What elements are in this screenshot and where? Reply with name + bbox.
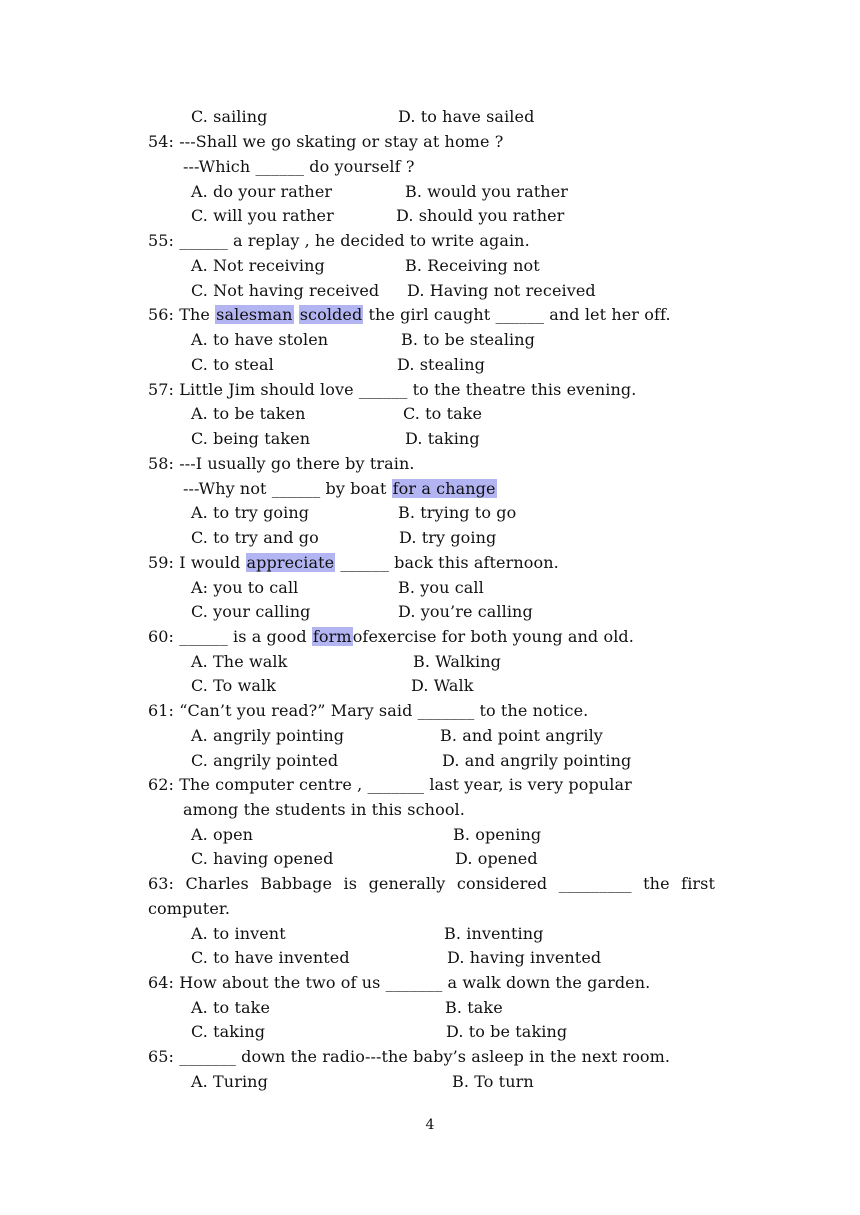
highlight-for-a-change: for a change	[392, 479, 496, 498]
option-b-64: B. take	[445, 998, 503, 1017]
option-b-59: B. you call	[398, 578, 484, 597]
option-d-62: D. opened	[455, 849, 538, 868]
option-c-53: C. sailing	[191, 107, 268, 126]
option-a-61: A. angrily pointing	[191, 726, 345, 745]
option-d-63: D. having invented	[447, 948, 602, 967]
question-59-stem-start: 59: I would	[148, 553, 246, 572]
question-59-stem	[148, 553, 559, 573]
option-d-64: D. to be taking	[446, 1022, 568, 1041]
question-57-stem: 57: Little Jim should love ______ to the theatre this evening.	[148, 380, 637, 399]
option-d-59: D. you’re calling	[398, 602, 533, 621]
highlight-salesman: salesman	[216, 305, 293, 324]
option-b-57: C. to take	[403, 404, 483, 423]
highlight-form: form	[312, 627, 352, 646]
question-63-stem-line2: computer.	[148, 899, 231, 918]
question-58-stem: 58: ---I usually go there by train.	[148, 454, 415, 473]
option-d-56: D. stealing	[397, 355, 485, 374]
option-b-58: B. trying to go	[398, 503, 517, 522]
question-58-stem-line2	[183, 479, 497, 499]
option-c-63: C. to have invented	[191, 948, 350, 967]
option-d-53: D. to have sailed	[398, 107, 535, 126]
page-number: 4	[425, 1117, 435, 1133]
option-a-54: A. do your rather	[191, 182, 333, 201]
question-60-stem	[148, 627, 634, 647]
option-a-63: A. to invent	[191, 924, 286, 943]
highlight-scolded: scolded	[299, 305, 363, 324]
option-b-62: B. opening	[453, 825, 542, 844]
option-c-55: C. Not having received	[191, 281, 380, 300]
question-62-stem-line2: among the students in this school.	[183, 800, 465, 819]
option-a-58: A. to try going	[191, 503, 310, 522]
question-60-stem-end: ofexercise for both young and old.	[352, 627, 634, 646]
option-d-58: D. try going	[399, 528, 497, 547]
option-a-64: A. to take	[191, 998, 271, 1017]
option-b-65: B. To turn	[452, 1072, 534, 1091]
question-56-stem-start: 56: The	[148, 305, 216, 324]
option-c-59: C. your calling	[191, 602, 311, 621]
option-a-59: A: you to call	[191, 578, 299, 597]
question-64-stem: 64: How about the two of us _______ a walk down the garden.	[148, 973, 651, 992]
question-58-stem-start: ---Why not ______ by boat	[183, 479, 392, 498]
option-c-57: C. being taken	[191, 429, 311, 448]
option-b-61: B. and point angrily	[440, 726, 603, 745]
option-b-60: B. Walking	[413, 652, 501, 671]
question-54-stem-line2: ---Which ______ do yourself ?	[183, 157, 415, 176]
option-a-62: A. open	[191, 825, 254, 844]
option-c-62: C. having opened	[191, 849, 334, 868]
question-63-stem: 63: Charles Babbage is generally considered _________ the first	[148, 874, 715, 893]
option-c-60: C. To walk	[191, 676, 277, 695]
option-a-55: A. Not receiving	[191, 256, 325, 275]
option-c-64: C. taking	[191, 1022, 266, 1041]
option-a-57: A. to be taken	[191, 404, 306, 423]
option-d-55: D. Having not received	[407, 281, 596, 300]
question-62-stem: 62: The computer centre , _______ last year, is very popular	[148, 775, 632, 794]
option-b-63: B. inventing	[444, 924, 544, 943]
option-d-60: D. Walk	[411, 676, 474, 695]
question-65-stem: 65: _______ down the radio---the baby’s asleep in the next room.	[148, 1047, 671, 1066]
question-60-stem-start: 60: ______ is a good	[148, 627, 312, 646]
option-c-58: C. to try and go	[191, 528, 319, 547]
option-b-54: B. would you rather	[405, 182, 569, 201]
question-56-stem-end: the girl caught ______ and let her off.	[363, 305, 671, 324]
option-a-60: A. The walk	[191, 652, 288, 671]
option-a-65: A. Turing	[191, 1072, 268, 1091]
question-54-stem: 54: ---Shall we go skating or stay at home ?	[148, 132, 504, 151]
option-b-56: B. to be stealing	[401, 330, 536, 349]
option-d-54: D. should you rather	[396, 206, 565, 225]
option-c-56: C. to steal	[191, 355, 274, 374]
highlight-appreciate: appreciate	[246, 553, 335, 572]
option-c-54: C. will you rather	[191, 206, 334, 225]
option-d-57: D. taking	[405, 429, 480, 448]
question-55-stem: 55: ______ a replay , he decided to write again.	[148, 231, 530, 250]
question-59-stem-end: ______ back this afternoon.	[335, 553, 559, 572]
option-b-55: B. Receiving not	[405, 256, 540, 275]
question-56-stem	[148, 305, 671, 325]
question-61-stem: 61: “Can’t you read?” Mary said _______ to the notice.	[148, 701, 589, 720]
option-a-56: A. to have stolen	[191, 330, 329, 349]
option-c-61: C. angrily pointed	[191, 751, 339, 770]
option-d-61: D. and angrily pointing	[442, 751, 632, 770]
